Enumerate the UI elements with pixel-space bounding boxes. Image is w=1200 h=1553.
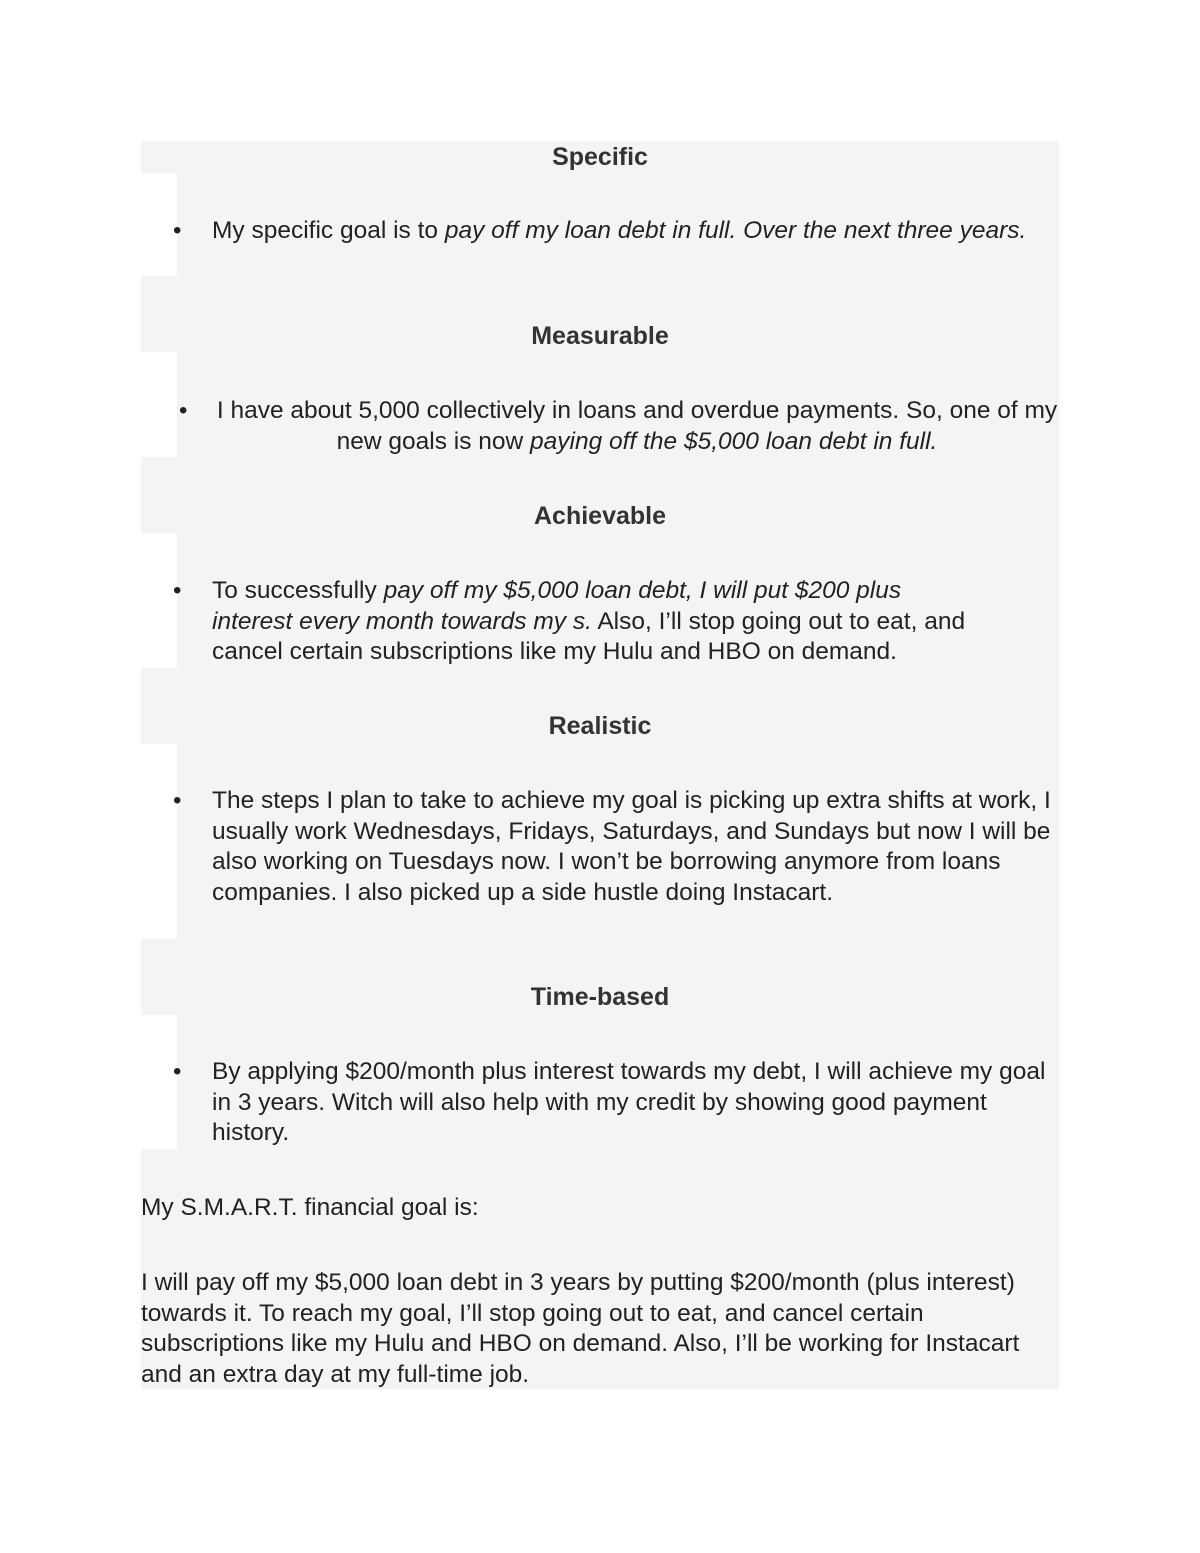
list-timebased <box>141 1057 1059 1149</box>
bullet-icon: • <box>179 397 188 424</box>
item-text-italic: pay off my loan debt in full. Over the next three years. <box>444 217 1027 244</box>
list-realistic <box>141 786 1059 908</box>
item-text-continued: Also, I’ll stop going out to eat, and cancel certain subscriptions like my Hulu and HBO on demand. <box>212 607 966 665</box>
item-text-italic: paying off the $5,000 loan debt in full. <box>530 427 938 455</box>
item-text: I have about 5,000 collectively in loans and overdue payments. So, one of my new goals is now <box>216 397 1058 455</box>
item-text: My specific goal is to <box>212 217 445 244</box>
heading-realistic: Realistic <box>548 712 652 740</box>
item-text-italic: pay off my $5,000 loan debt, I will put $200 plus interest every month towards my s. <box>212 577 902 635</box>
heading-achievable: Achievable <box>533 502 666 530</box>
list-item <box>141 396 1059 457</box>
list-item <box>141 786 1059 908</box>
bullet-icon: • <box>173 787 182 814</box>
item-text: By applying $200/month plus interest towards my debt, I will achieve my goal in 3 years. Witch will also help with my credit by showing good payment history. <box>212 1058 1046 1146</box>
bullet-icon: • <box>173 577 182 604</box>
list-specific <box>141 216 1059 247</box>
heading-specific: Specific <box>552 143 648 171</box>
summary-label: My S.M.A.R.T. financial goal is: <box>141 1194 479 1221</box>
heading-measurable: Measurable <box>531 322 669 350</box>
item-text: The steps I plan to take to achieve my goal is picking up extra shifts at work, I usually work Wednesdays, Fridays, Saturdays, and Sundays but now I will be also working on Tuesdays now. I won’t be borrowing anymore from loans companies. I also picked up a side hustle doing Instacart. <box>212 787 1051 906</box>
summary-text: I will pay off my $5,000 loan debt in 3 years by putting $200/month (plus interest) towards it. To reach my goal, I’ll stop going out to eat, and cancel certain subscriptions like my Hulu and HBO on demand. Also, I’ll be working for Instacart and an extra day at my full-time job. <box>141 1269 1020 1388</box>
list-item <box>141 1057 1059 1149</box>
list-measurable <box>141 396 1059 457</box>
bullet-icon: • <box>173 217 182 244</box>
list-achievable <box>141 576 1059 668</box>
list-item <box>141 216 1059 247</box>
heading-timebased: Time-based <box>530 983 670 1011</box>
bullet-icon: • <box>173 1058 182 1085</box>
item-text: To successfully <box>212 577 384 604</box>
list-item <box>141 576 1059 668</box>
